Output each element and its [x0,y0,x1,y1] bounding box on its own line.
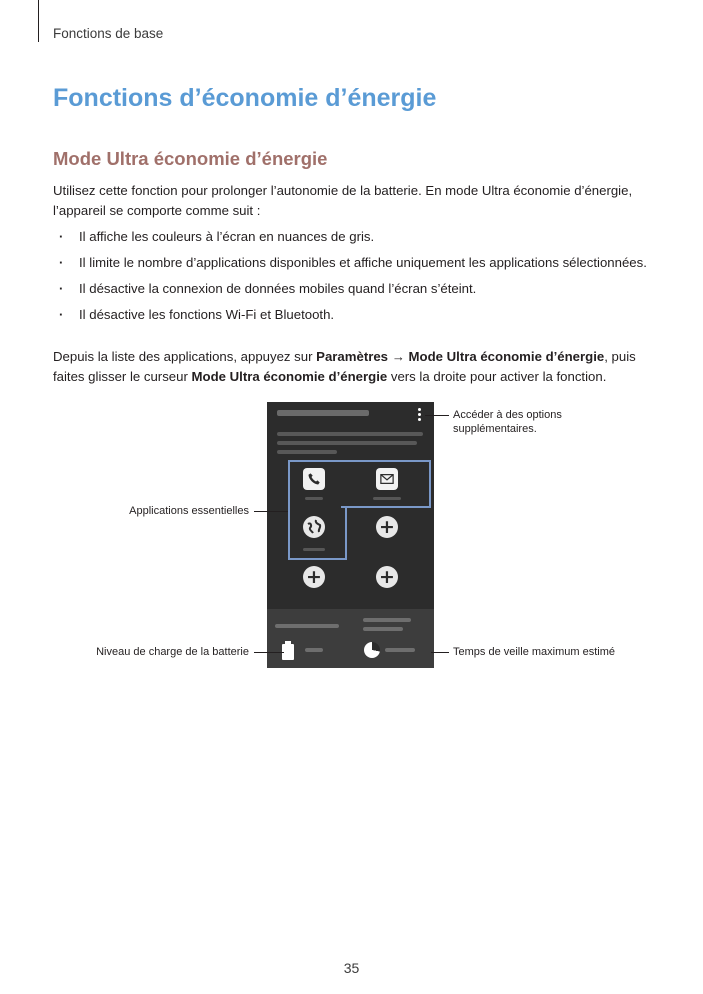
callout-line [425,415,449,416]
phone-screenshot [267,402,434,668]
highlight-segment [341,506,429,508]
ultra-mode-slider-label: Mode Ultra économie d’énergie [191,369,388,384]
page-title: Fonctions d’économie d’énergie [53,84,437,112]
list-item: · Il limite le nombre d’applications disponibles et affiche uniquement les applications sélectionnées. [53,253,663,273]
blurred-value [385,648,415,652]
blurred-text [275,624,339,628]
add-icon[interactable]: + [376,516,398,538]
list-item: · Il affiche les couleurs à l’écran en nuances de gris. [53,227,663,247]
section-label: Fonctions de base [53,26,164,41]
list-item: · Il désactive la connexion de données mobiles quand l’écran s’éteint. [53,279,663,299]
callout-essential-apps: Applications essentielles [129,505,249,517]
callout-more-options: Accéder à des options supplémentaires. [453,409,562,435]
settings-label: Paramètres [316,349,389,364]
sub-title: Mode Ultra économie d’énergie [53,148,328,169]
blurred-text [277,432,423,436]
message-icon[interactable] [376,468,398,490]
blurred-text [363,627,403,631]
blurred-title [277,410,369,416]
more-options-icon[interactable] [418,408,422,423]
ultra-mode-label: Mode Ultra économie d’énergie [408,349,605,364]
blurred-value [305,648,323,652]
globe-icon[interactable] [303,516,325,538]
callout-standby-time: Temps de veille maximum estimé [453,646,615,658]
header-rule [38,0,39,42]
blurred-text [277,450,337,454]
blurred-text [363,618,411,622]
blurred-label [305,497,323,500]
phone-icon[interactable] [303,468,325,490]
instruction-text: Depuis la liste des applications, appuyez sur [53,349,317,364]
add-icon[interactable]: + [303,566,325,588]
callout-line [431,652,449,653]
add-icon[interactable]: + [376,566,398,588]
arrow-text: → [388,349,409,364]
callout-line [254,652,284,653]
blurred-label [303,548,325,551]
feature-list [53,227,663,331]
list-item: · Il désactive les fonctions Wi-Fi et Bluetooth. [53,305,663,325]
clock-icon [364,642,380,658]
callout-battery-level: Niveau de charge de la batterie [96,646,249,658]
blurred-text [277,441,417,445]
blurred-label [373,497,401,500]
callout-line [254,511,288,512]
instruction-text: , puis faites glisser le curseur [53,349,636,384]
instruction-text: vers la droite pour activer la fonction. [387,369,607,384]
instruction-paragraph [53,347,663,387]
intro-paragraph: Utilisez cette fonction pour prolonger l’autonomie de la batterie. En mode Ultra économie d’énergie, l’appareil se comporte comme suit : [53,183,633,218]
page-number: 35 [343,960,360,976]
